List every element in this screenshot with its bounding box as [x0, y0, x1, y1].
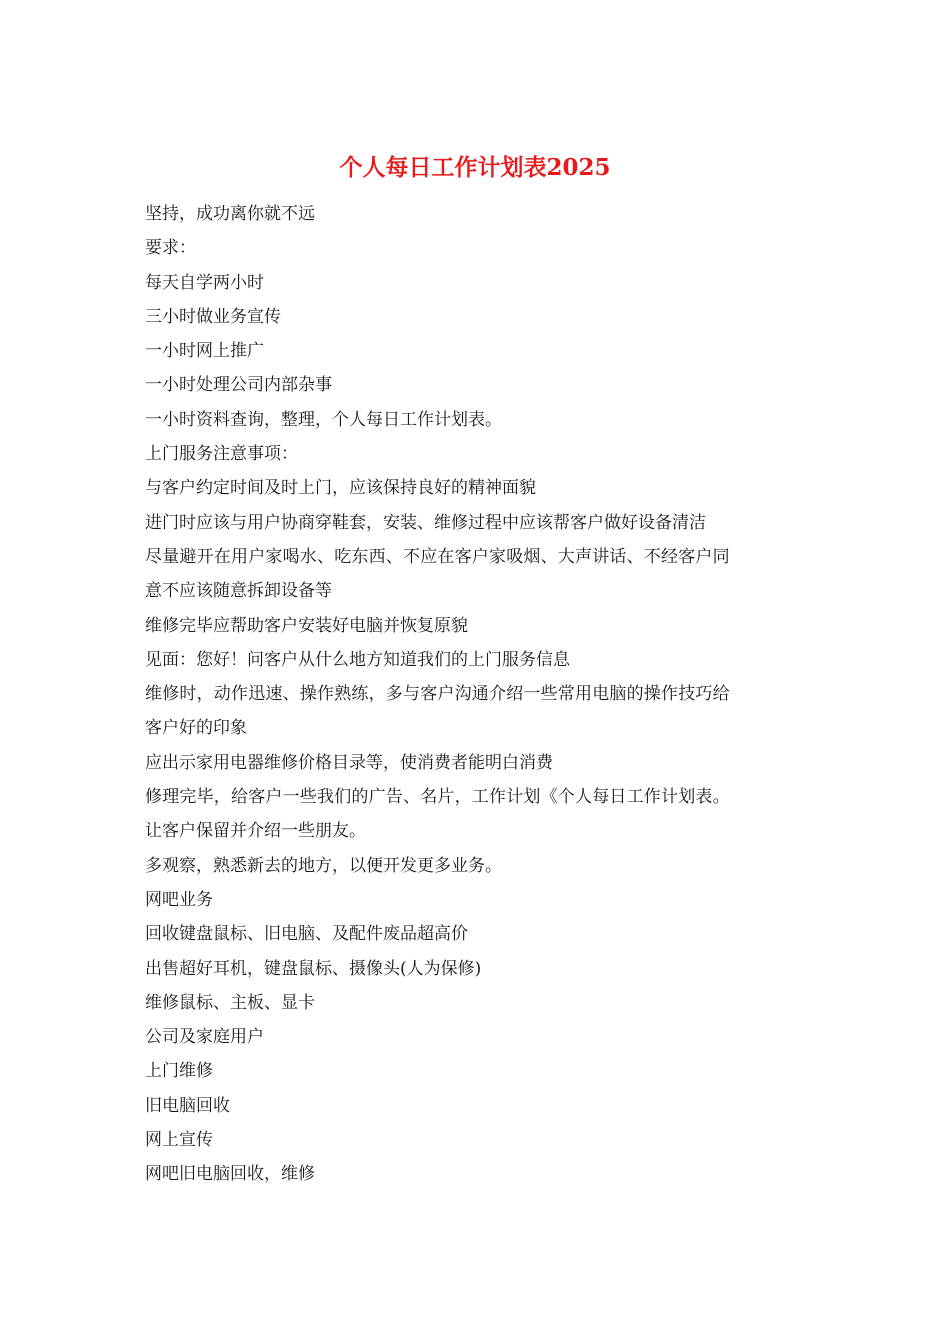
paragraph-line: 与客户约定时间及时上门，应该保持良好的精神面貌: [145, 478, 536, 499]
paragraph-line: 维修完毕应帮助客户安装好电脑并恢复原貌: [145, 615, 468, 636]
paragraph-line: 进门时应该与用户协商穿鞋套，安装、维修过程中应该帮客户做好设备清洁: [145, 512, 706, 533]
paragraph-line: 一小时处理公司内部杂事: [145, 375, 332, 396]
paragraph-line: 上门维修: [145, 1061, 213, 1082]
document-title: 个人每日工作计划表2025: [339, 154, 611, 181]
paragraph-line: 多观察，熟悉新去的地方，以便开发更多业务。: [145, 855, 502, 876]
paragraph-line: 回收键盘鼠标、旧电脑、及配件废品超高价: [145, 924, 468, 945]
paragraph-line: 意不应该随意拆卸设备等: [145, 581, 332, 602]
paragraph-line: 应出示家用电器维修价格目录等，使消费者能明白消费: [145, 752, 553, 773]
paragraph-line: 客户好的印象: [145, 718, 247, 739]
paragraph-line: 网上宣传: [145, 1130, 213, 1151]
document-body: [145, 197, 805, 1192]
paragraph-line: 上门服务注意事项：: [145, 444, 298, 465]
paragraph-line: 网吧旧电脑回收，维修: [145, 1164, 315, 1185]
paragraph-line: 修理完毕，给客户一些我们的广告、名片，工作计划《个人每日工作计划表。: [145, 787, 730, 808]
paragraph-line: 网吧业务: [145, 889, 213, 910]
paragraph-line: 每天自学两小时: [145, 272, 264, 293]
paragraph-line: 坚持，成功离你就不远: [145, 204, 315, 224]
paragraph-line: 一小时网上推广: [145, 341, 264, 362]
paragraph-line: 要求：: [145, 238, 196, 259]
paragraph-line: 一小时资料查询，整理，个人每日工作计划表。: [145, 409, 502, 430]
paragraph-line: 三小时做业务宣传: [145, 306, 281, 327]
paragraph-line: 尽量避开在用户家喝水、吃东西、不应在客户家吸烟、大声讲话、不经客户同: [145, 546, 730, 567]
paragraph-line: 旧电脑回收: [145, 1095, 230, 1116]
paragraph-line: 见面：您好！问客户从什么地方知道我们的上门服务信息: [145, 649, 570, 670]
paragraph-line: 出售超好耳机，键盘鼠标、摄像头(人为保修): [145, 958, 482, 979]
paragraph-line: 让客户保留并介绍一些朋友。: [145, 821, 366, 842]
paragraph-line: 维修鼠标、主板、显卡: [145, 992, 315, 1013]
paragraph-line: 维修时，动作迅速、操作熟练，多与客户沟通介绍一些常用电脑的操作技巧给: [145, 684, 730, 705]
paragraph-line: 公司及家庭用户: [145, 1027, 264, 1048]
